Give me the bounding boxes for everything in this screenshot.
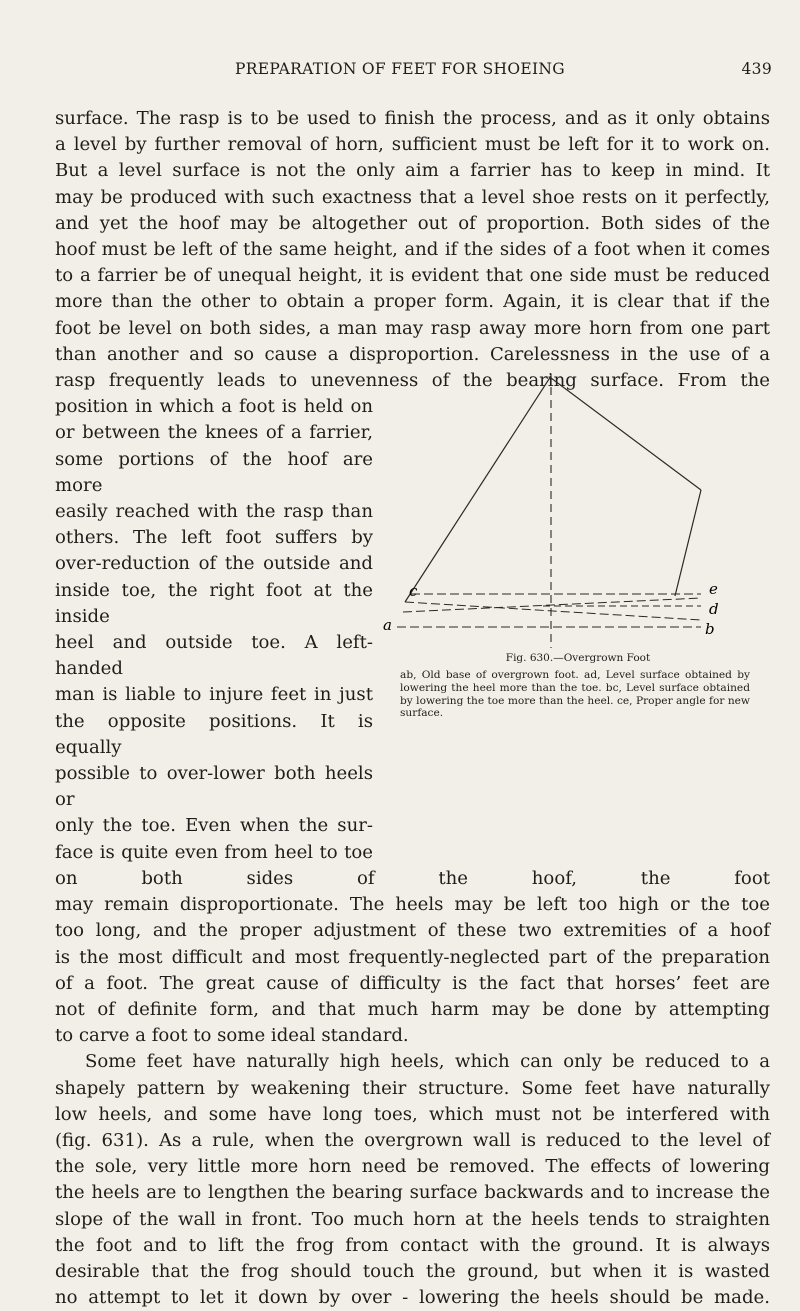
figure-630 xyxy=(383,368,773,668)
text-line: easily reached with the rasp than xyxy=(55,501,373,523)
text-line: hoof must be left of the same height, and if the sides of a foot when it comes xyxy=(55,239,770,261)
text-line: a level by further removal of horn, sufficient must be left for it to work on. xyxy=(55,134,770,156)
page-number: 439 xyxy=(741,60,772,78)
page-title: PREPARATION OF FEET FOR SHOEING xyxy=(235,60,565,78)
text-line: than another and so cause a disproportion. Carelessness in the use of a xyxy=(55,343,770,365)
text-line: slope of the wall in front. Too much horn at the heels tends to straighten xyxy=(55,1208,770,1230)
front-wall-line xyxy=(405,376,551,602)
heel-wall-lower-line xyxy=(675,490,701,596)
overgrown-foot-diagram xyxy=(383,368,773,658)
text-line: low heels, and some have long toes, which must not be interfered with xyxy=(55,1103,770,1125)
text-line: is the most difficult and most frequently-neglected part of the preparation xyxy=(55,946,770,968)
text-line: only the toe. Even when the sur- xyxy=(55,815,373,837)
figure-caption: ab, Old base of overgrown foot. ad, Level surface obtained by lowering the heel more than the toe. bc, Level surface obtained by lowering the toe more than the heel. ce, Proper angle for new surface. xyxy=(400,669,750,720)
text-line: the sole, very little more horn need be removed. The effects of lowering xyxy=(55,1156,770,1178)
text-line: of a foot. The great cause of difficulty is the fact that horses’ feet are xyxy=(55,972,770,994)
point-label: d xyxy=(709,600,719,618)
paragraph-2 xyxy=(55,1049,770,1311)
text-line: to carve a foot to some ideal standard. xyxy=(55,1025,409,1047)
text-line: and yet the hoof may be altogether out of proportion. Both sides of the xyxy=(55,212,770,234)
point-label: e xyxy=(709,580,718,598)
paragraph-1-wrapped-text xyxy=(55,394,373,866)
text-line: more than the other to obtain a proper form. Again, it is clear that if the xyxy=(55,291,770,313)
paragraph-1-full-width xyxy=(55,106,770,394)
text-line: the foot and to lift the frog from contact with the ground. It is always xyxy=(55,1234,770,1256)
figure-label: Fig. 630.—Overgrown Foot xyxy=(505,652,651,664)
text-line: not of definite form, and that much harm may be done by attempting xyxy=(55,998,770,1020)
text-line: desirable that the frog should touch the ground, but when it is wasted xyxy=(55,1260,770,1282)
running-header xyxy=(0,60,800,84)
heel-wall-upper-line xyxy=(551,378,701,490)
text-line: may remain disproportionate. The heels may be left too high or the toe xyxy=(55,894,770,916)
text-line: the heels are to lengthen the bearing surface backwards and to increase the xyxy=(55,1182,770,1204)
text-line: on both sides of the hoof, the foot xyxy=(55,867,770,889)
text-line: But a level surface is not the only aim a farrier has to keep in mind. It xyxy=(55,160,770,182)
text-line: shapely pattern by weakening their structure. Some feet have naturally xyxy=(55,1077,770,1099)
text-line: too long, and the proper adjustment of these two extremities of a hoof xyxy=(55,920,770,942)
text-line: no attempt to let it down by over - lowering the heels should be made. xyxy=(55,1287,770,1309)
text-line: possible to over-lower both heels or xyxy=(55,763,373,811)
text-line: others. The left foot suffers by xyxy=(55,527,373,549)
text-line: the opposite positions. It is equally xyxy=(55,710,373,758)
text-line: foot be level on both sides, a man may rasp away more horn from one part xyxy=(55,317,770,339)
text-line: to a farrier be of unequal height, it is evident that one side must be reduced xyxy=(55,265,770,287)
point-label: c xyxy=(409,582,418,600)
text-line: rasp frequently leads to unevenness of the bearing surface. From the xyxy=(55,370,770,392)
paragraph-1-continuation xyxy=(55,866,770,1049)
text-line: over-reduction of the outside and xyxy=(55,553,373,575)
text-line: man is liable to injure feet in just xyxy=(55,684,373,706)
text-line: position in which a foot is held on xyxy=(55,396,373,418)
text-line: inside toe, the right foot at the inside xyxy=(55,579,373,627)
text-line: may be produced with such exactness that a level shoe rests on it perfectly, xyxy=(55,186,770,208)
point-label: b xyxy=(705,620,715,638)
text-line: some portions of the hoof are more xyxy=(55,448,373,496)
text-line: (fig. 631). As a rule, when the overgrown wall is reduced to the level of xyxy=(55,1129,770,1151)
text-line: or between the knees of a farrier, xyxy=(55,422,373,444)
text-line: surface. The rasp is to be used to finish the process, and as it only obtains xyxy=(55,108,770,129)
text-line: face is quite even from heel to toe xyxy=(55,841,373,863)
point-label: a xyxy=(383,616,392,634)
text-line: heel and outside toe. A left-handed xyxy=(55,632,373,680)
text-line: Some feet have naturally high heels, which can only be reduced to a xyxy=(85,1051,770,1073)
